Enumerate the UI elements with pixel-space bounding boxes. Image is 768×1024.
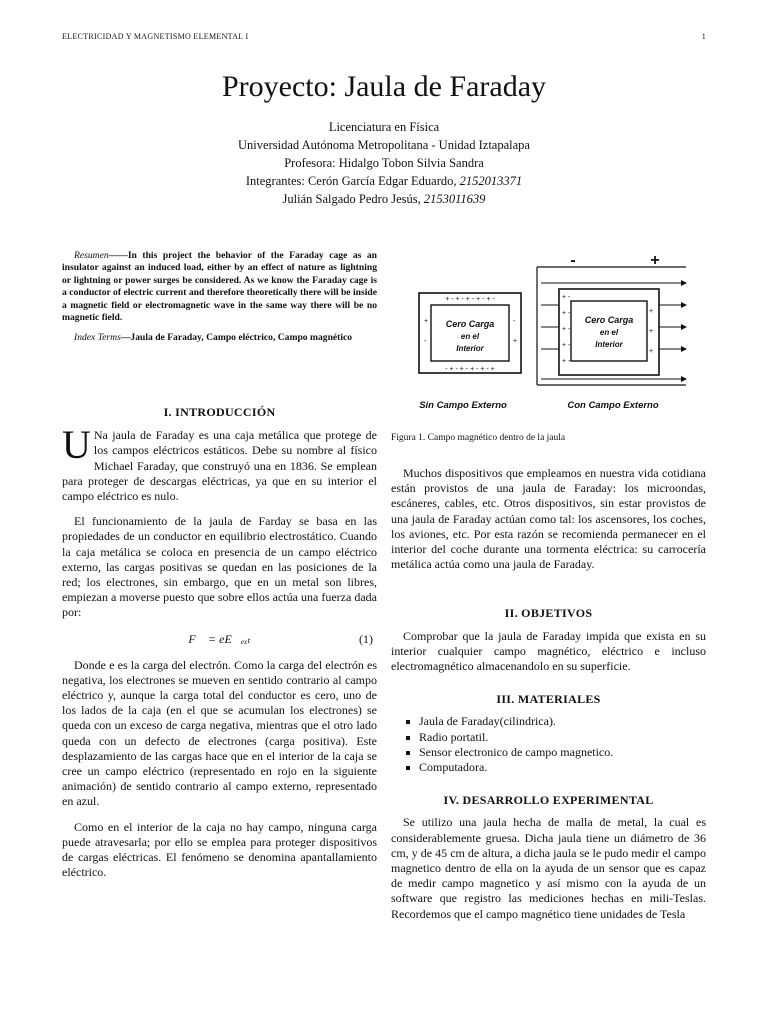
label-con-campo: Con Campo Externo bbox=[567, 400, 659, 411]
author-block bbox=[0, 118, 768, 208]
list-item: Radio portatil. bbox=[419, 730, 706, 745]
right-box-text-2: en el bbox=[599, 328, 619, 337]
list-item: Jaula de Faraday(cilindrica). bbox=[419, 714, 706, 729]
list-item: Sensor electronico de campo magnetico. bbox=[419, 745, 706, 760]
desarrollo-heading: IV. DESARROLLO EXPERIMENTAL bbox=[443, 793, 654, 808]
desarrollo-text: Se utilizo una jaula hecha de malla de metal, la cual es considerablemente gruesa. Dicha jaula tiene un diámetro de 36 cm, y de 45 cm de altura, a dicha jaula se le pudo medir el campo magnetico dentro de ella on la ayuda de un sensor que es capaz de medir campo magnetico y así mismo con la ayuda de un software que registro las mediciones hechas en mili-Teslas. Recordemos que el campo magnético tiene unidades de Tesla bbox=[391, 815, 706, 921]
index-terms-text: —Jaula de Faraday, Campo eléctrico, Campo magnético bbox=[120, 332, 353, 344]
left-box-text-1: Cero Carga bbox=[445, 319, 495, 329]
svg-text:-: - bbox=[513, 318, 516, 325]
devices-paragraph: Muchos dispositivos que empleamos en nuestra vida cotidiana están provistos de una jaula de Faraday: los microondas, escáneres, cables, etc. Otros dispositivos, sin estar provistos de una jaula de Faraday actúan como tal: los ascensores, los coches, los aviones, etc. Por esta razón se recomienda permanecer en el interior del coche durante una tormenta eléctrica: su carrocería metálica actúa como una jaula de Faraday. bbox=[391, 466, 706, 572]
paper-title: Proyecto: Jaula de Faraday bbox=[221, 70, 547, 103]
equation-expression: F⃗ = eE⃗ₑₓₜ bbox=[188, 631, 251, 646]
intro-paragraph-1: Na jaula de Faraday es una caja metálica que protege de los campos eléctricos estáticos. Debe su nombre al físico Michael Faraday, que construyó una en 1836. Se emplean para proteger de descargas eléctricas, ya que en su interior el campo eléctrico es nulo. bbox=[62, 428, 377, 504]
svg-text:+ -: + - bbox=[562, 358, 571, 365]
author-1-line: Integrantes: Cerón García Edgar Eduardo, 2152013371 bbox=[245, 174, 523, 188]
section-introduction bbox=[62, 405, 377, 880]
field-arrowheads bbox=[681, 280, 687, 382]
intro-paragraph-2: El funcionamiento de la jaula de Farday se basa en las propiedades de un conductor en equilibrio electrostático. Cuando la caja metálica se coloca en presencia de un campo eléctrico externo, las cargas positivas se quedan en las posiciones de la red; los electrones, sin embargo, que en un metal son libres, empiezan a moverse puesto que sobre ellos actúa una fuerza dada por: bbox=[62, 514, 377, 620]
svg-text:+: + bbox=[649, 308, 654, 315]
abstract-text: —In this project the behavior of the Faraday cage as an insulator against an induced load, either by an effect of nature as lightning or lightning or power surges be considered. As we know the Faraday cage is a conductor of electric current and therefore theoretically there will be inside a magnetic field or electromagnetic wave in the same way there will be no magnetic field. bbox=[62, 250, 377, 324]
right-box-text-1: Cero Carga bbox=[584, 315, 634, 325]
intro-paragraph-3: Donde e es la carga del electrón. Como la carga del electrón es negativa, los electrones se mueven en sentido contrario al campo eléctrico y, aunque la carga total del conductor es cero, uno de los lados de la caja (en el que se acumulan los electrones) se queda con un exceso de carga negativa, mientras que el otro lado queda con un defecto de electrones (carga positiva). Este desplazamiento de las cargas hace que en el interior de la caja se cree un campo eléctrico (representado en rojo en la siguiente animación) de sentido contrario al campo externo, representado en azul. bbox=[62, 657, 377, 809]
svg-text:+ -: + - bbox=[562, 310, 571, 317]
intro-paragraph-4: Como en el interior de la caja no hay campo, ninguna carga puede atravesarla; por ello se emplea para proteger dispositivos de cargas eléctricas. El fenómeno se denomina apantallamiento eléctrico. bbox=[62, 819, 377, 880]
left-box-text-3: Interior bbox=[456, 344, 484, 353]
svg-text:+ -: + - bbox=[562, 326, 571, 333]
running-header bbox=[62, 32, 706, 41]
negative-plate-sign: - bbox=[570, 253, 576, 269]
intro-heading: I. INTRODUCCIÓN bbox=[163, 405, 276, 419]
svg-text:+: + bbox=[513, 338, 518, 345]
author-2-line: Julián Salgado Pedro Jesús, 2153011639 bbox=[282, 192, 486, 206]
dropcap-letter: U bbox=[62, 422, 91, 468]
svg-text:+: + bbox=[649, 328, 654, 335]
figure-1 bbox=[391, 253, 706, 446]
equation-number: (1) bbox=[359, 631, 373, 646]
positive-plate-sign: + bbox=[650, 253, 660, 269]
index-terms bbox=[62, 332, 377, 344]
objetivos-text: Comprobar que la jaula de Faraday impida que exista en su interior cualquier campo magnético, eléctrico e incluso electromagnético almacenandolo en su superficie. bbox=[391, 628, 706, 674]
abstract-paragraph: Resumen——In this project the behavior of the Faraday cage as an insulator against an induced load, either by an effect of nature as lightning or lightning or power surges be considered. As we know the Faraday cage is a conductor of electric current and therefore theoretically there will be inside a magnetic field or electromagnetic wave in the same way there will be no magnetic field. bbox=[62, 250, 377, 324]
index-terms-label: Index Terms bbox=[74, 332, 121, 344]
svg-text:+: + bbox=[424, 318, 429, 325]
right-box-text-3: Interior bbox=[595, 340, 623, 349]
left-box-text-2: en el bbox=[460, 332, 480, 341]
label-sin-campo: Sin Campo Externo bbox=[419, 400, 507, 411]
degree-line: Licenciatura en Física bbox=[328, 120, 440, 134]
objetivos-heading: II. OBJETIVOS bbox=[504, 606, 593, 621]
svg-text:- + - + - + - + - +: - + - + - + - + - + bbox=[445, 366, 495, 373]
faraday-cage-illustration bbox=[391, 253, 691, 421]
svg-text:+ - + - + - + - + -: + - + - + - + - + - bbox=[445, 296, 495, 303]
abstract bbox=[62, 250, 377, 345]
page-number: 1 bbox=[701, 32, 706, 41]
materials-list bbox=[391, 714, 706, 775]
svg-text:+ -: + - bbox=[562, 342, 571, 349]
professor-line: Profesora: Hidalgo Tobon Silvia Sandra bbox=[284, 156, 484, 170]
university-line: Universidad Autónoma Metropolitana - Unidad Iztapalapa bbox=[238, 138, 530, 152]
svg-text:-: - bbox=[424, 338, 427, 345]
svg-text:+ -: + - bbox=[562, 294, 571, 301]
figure-caption: Figura 1. Campo magnético dentro de la jaula bbox=[391, 433, 566, 444]
equation-1 bbox=[62, 632, 377, 650]
running-title: ELECTRICIDAD Y MAGNETISMO ELEMENTAL I bbox=[62, 32, 249, 41]
abstract-label: Resumen bbox=[74, 250, 109, 261]
list-item: Computadora. bbox=[419, 760, 706, 775]
right-column-body bbox=[391, 466, 706, 922]
svg-text:+: + bbox=[649, 348, 654, 355]
materiales-heading: III. MATERIALES bbox=[496, 692, 601, 707]
